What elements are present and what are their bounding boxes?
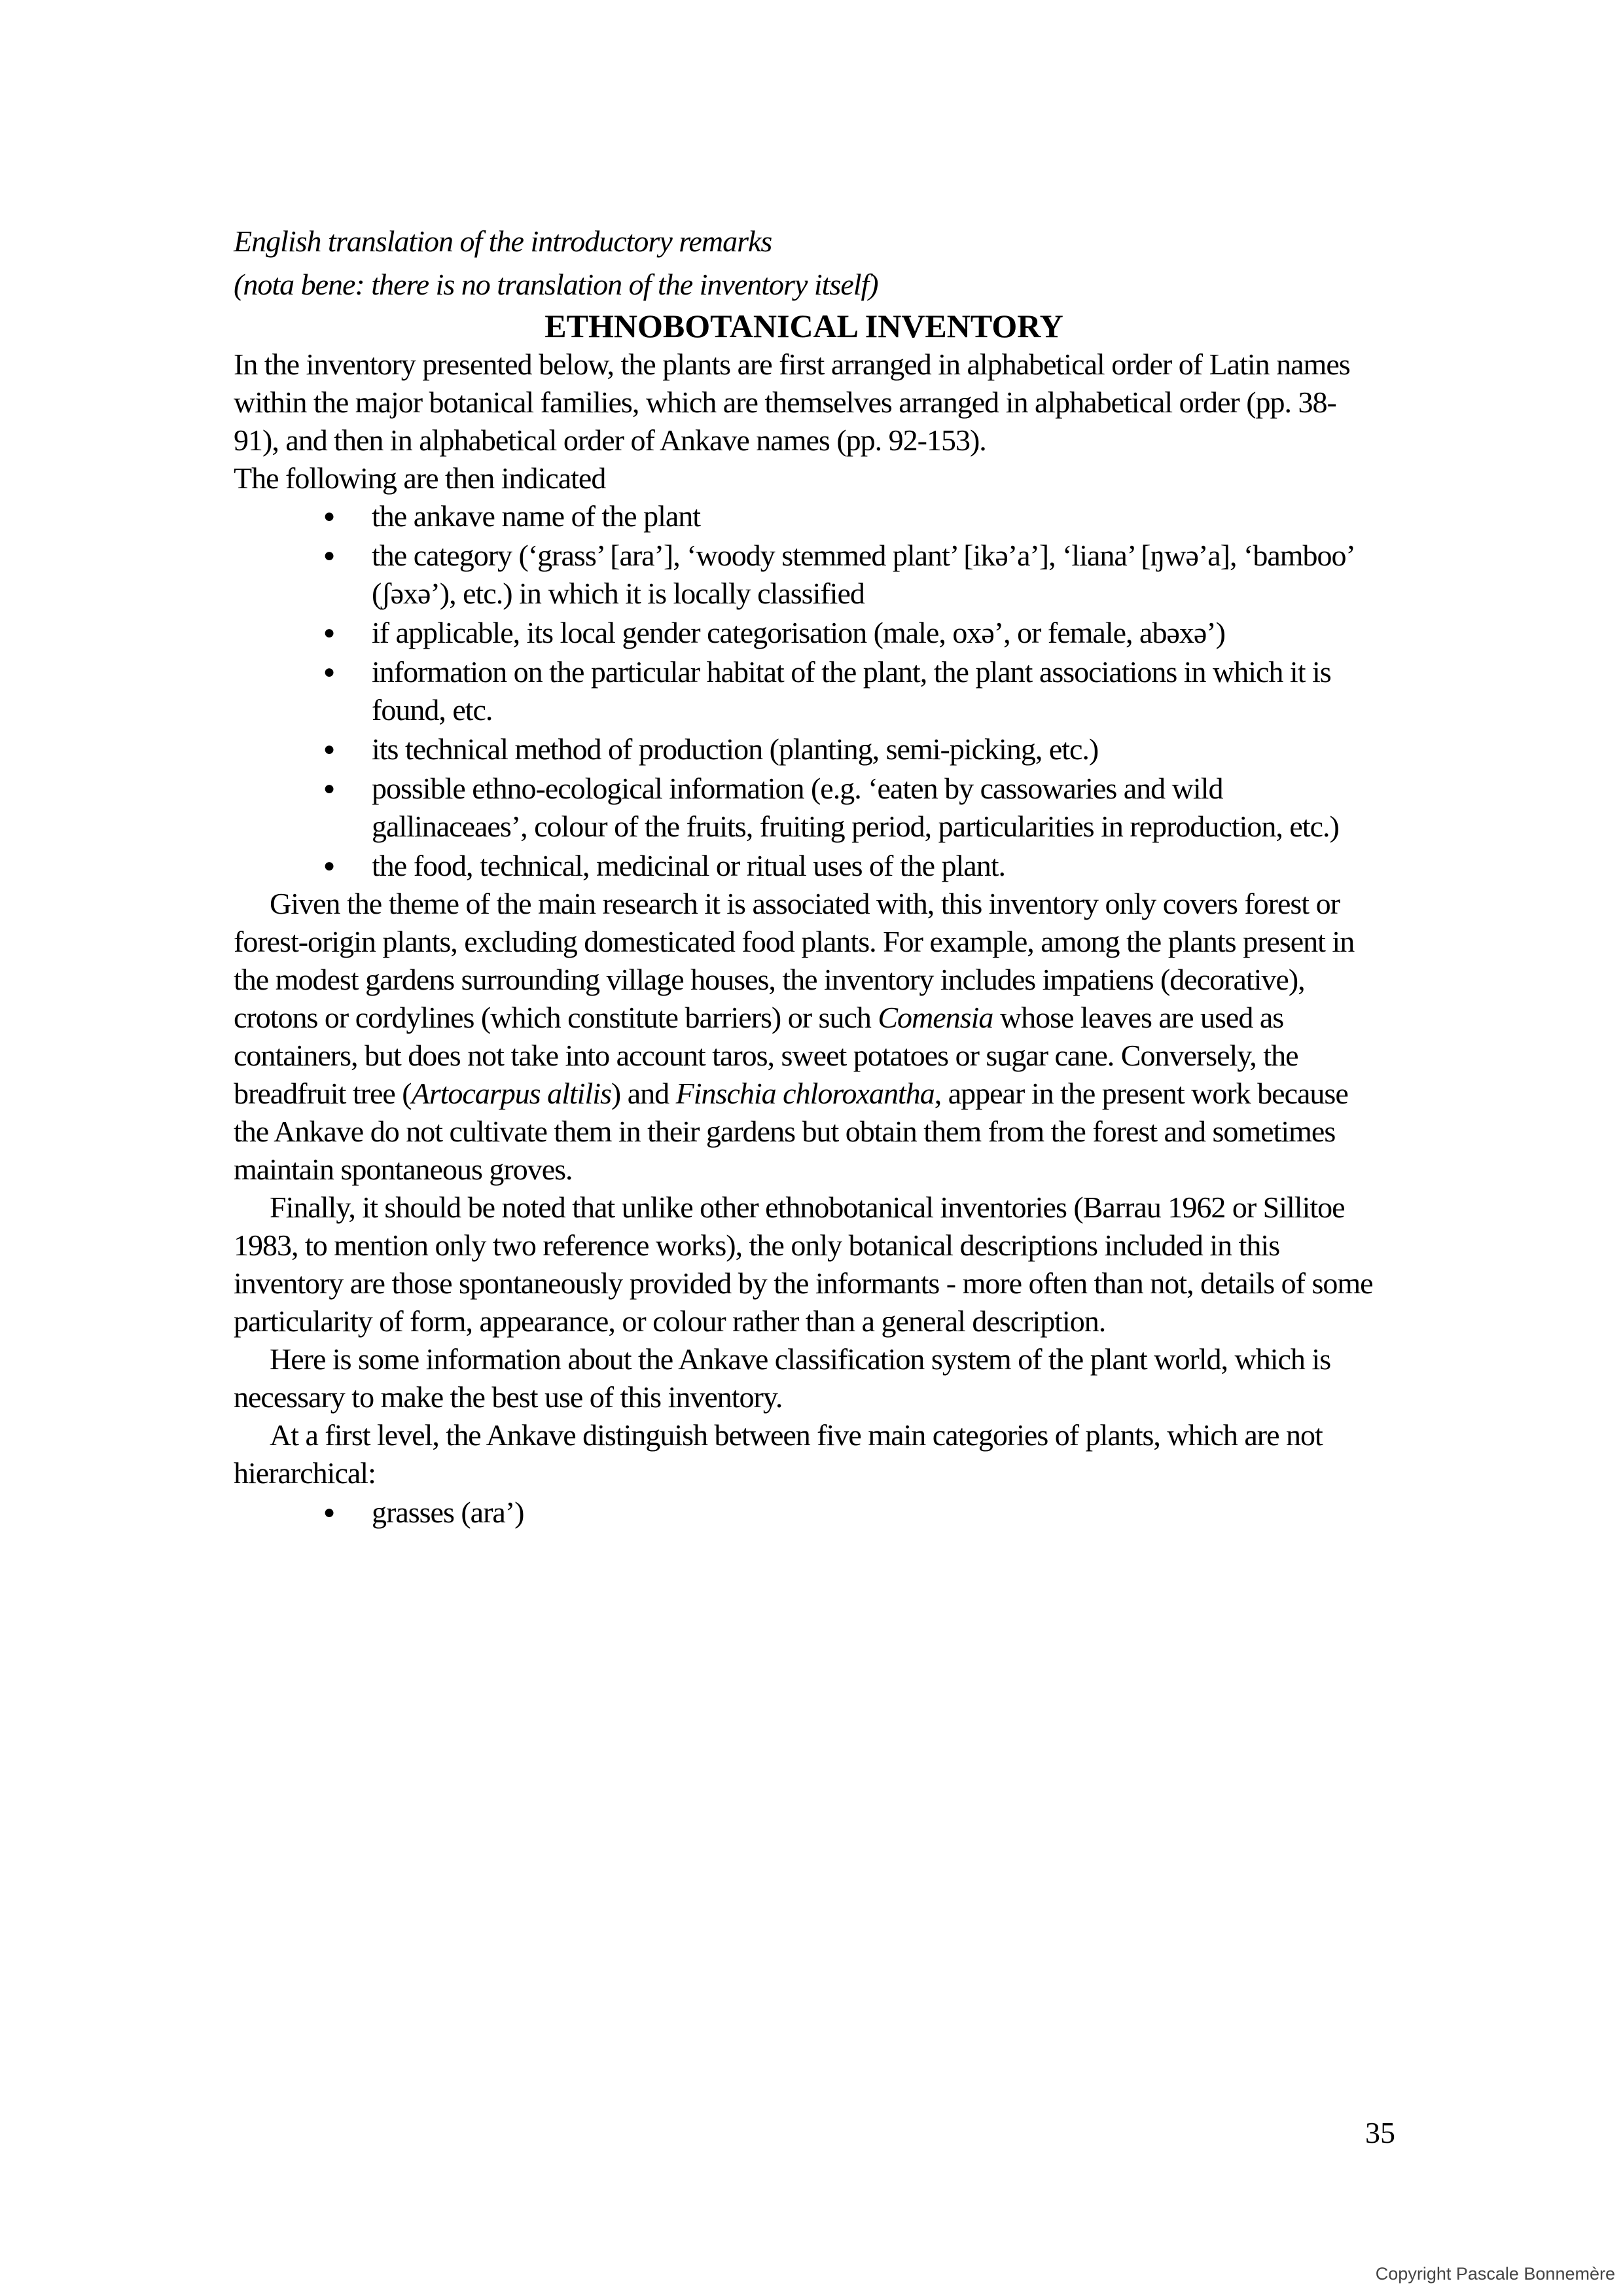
list-item-text: the category (‘grass’ [ara’], ‘woody stemmed plant’ [ikə’a’], ‘liana’ [ŋwə’a], ‘bamboo’ (ʃəxə’), etc.) in which it is locally classified	[372, 539, 1353, 610]
list-item-text: grasses (ara’)	[372, 1496, 524, 1529]
translator-note	[234, 220, 1374, 306]
species-name: Artocarpus altilis	[411, 1077, 611, 1110]
translator-note-line1: English translation of the introductory remarks	[234, 224, 772, 258]
text-column	[234, 0, 1374, 1532]
intro-paragraph: In the inventory presented below, the plants are first arranged in alphabetical order of Latin names within the major botanical families, which are themselves arranged in alphabetical order (pp. 38-91), and then in alphabetical order of Ankave names (pp. 92-153).	[234, 348, 1350, 457]
indicated-items-list	[234, 497, 1374, 885]
scope-text: , appear in the present work because the Ankave do not cultivate them in their gardens but obtain them from the forest and sometimes maintain spontaneous groves.	[234, 1077, 1348, 1186]
bullet-icon: ●	[323, 1501, 335, 1523]
copyright-notice: Copyright Pascale Bonnemère	[1375, 2264, 1615, 2284]
list-item	[234, 847, 1374, 885]
bullet-icon: ●	[323, 661, 335, 683]
scope-text: whose leaves are used as containers, but does not take into account taros, sweet potatoes or sugar cane. Conversely, the breadfruit tree (	[234, 1001, 1298, 1110]
list-item-text: the ankave name of the plant	[372, 499, 701, 533]
list-item-text: information on the particular habitat of the plant, the plant associations in which it is found, etc.	[372, 655, 1331, 726]
bullet-icon: ●	[323, 622, 335, 643]
list-intro: The following are then indicated	[234, 461, 606, 495]
scope-text: Given the theme of the main research it is associated with, this inventory only covers forest or forest-origin plants, excluding domesticated food plants. For example, among the plants present in the modest gardens surrounding village houses, the inventory includes impatiens (decorative), crotons or cordylines (which constitute barriers) or such	[234, 887, 1355, 1034]
scope-paragraph	[234, 885, 1374, 1189]
bullet-icon: ●	[323, 778, 335, 799]
list-item-text: if applicable, its local gender categorisation (male, oxə’, or female, abəxə’)	[372, 616, 1225, 649]
translator-note-line2: (nota bene: there is no translation of the inventory itself)	[234, 268, 878, 301]
bullet-icon: ●	[323, 738, 335, 760]
list-item	[234, 730, 1374, 768]
scope-text: ) and	[611, 1077, 676, 1110]
species-name: Comensia	[878, 1001, 993, 1034]
bullet-icon: ●	[323, 505, 335, 527]
category-list	[234, 1494, 1374, 1532]
classification-intro-paragraph: Here is some information about the Ankave classification system of the plant world, which is necessary to make the best use of this inventory.	[234, 1342, 1331, 1414]
species-name: Finschia chloroxantha	[675, 1077, 935, 1110]
list-item	[234, 497, 1374, 535]
descriptions-paragraph: Finally, it should be noted that unlike other ethnobotanical inventories (Barrau 1962 or Sillitoe 1983, to mention only two reference works), the only botanical descriptions included in this inventory are those spontaneously provided by the informants - more often than not, details of some particularity of form, appearance, or colour rather than a general description.	[234, 1191, 1373, 1338]
page-title: ETHNOBOTANICAL INVENTORY	[544, 308, 1063, 344]
list-item	[234, 653, 1374, 729]
list-item	[234, 614, 1374, 652]
list-item	[234, 770, 1374, 846]
bullet-icon: ●	[323, 545, 335, 566]
list-item-text: its technical method of production (planting, semi-picking, etc.)	[372, 732, 1099, 766]
list-item	[234, 1494, 1374, 1532]
categories-intro-paragraph: At a first level, the Ankave distinguish between five main categories of plants, which are not hierarchical:	[234, 1418, 1323, 1490]
bullet-icon: ●	[323, 855, 335, 876]
page-number: 35	[1365, 2116, 1395, 2149]
list-item-text: possible ethno-ecological information (e.g. ‘eaten by cassowaries and wild gallinaceaes’, colour of the fruits, fruiting period, particularities in reproduction, etc.)	[372, 772, 1339, 843]
list-item-text: the food, technical, medicinal or ritual uses of the plant.	[372, 849, 1006, 882]
list-item	[234, 537, 1374, 613]
